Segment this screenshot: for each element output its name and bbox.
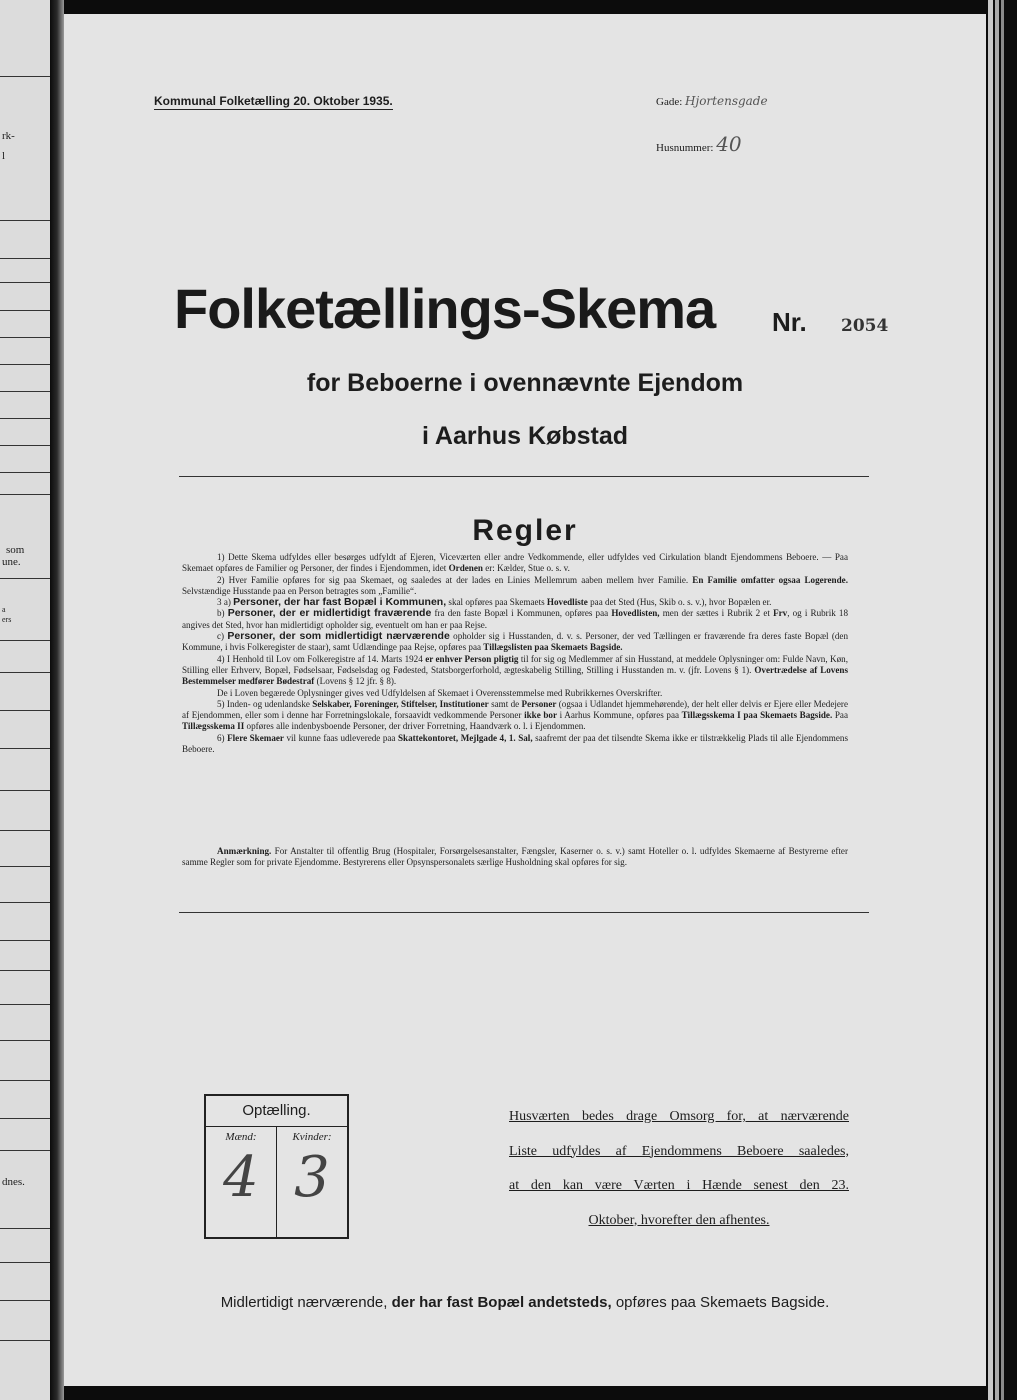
ledger-rule: [0, 970, 50, 971]
ledger-rule: [0, 1004, 50, 1005]
ledger-rule: [0, 472, 50, 473]
ledger-rule: [0, 578, 50, 579]
rule-3c: c) Personer, der som midlertidigt nærværende opholder sig i Husstanden, d. v. s. Personer, der ved Tællingen er fraværende fra deres faste Bopæl (den Kommune, i hvis Folkeregister de staar), samt Udlændinge paa Rejse, opføres paa Tillægslisten paa Skemaets Bagside.: [182, 630, 849, 653]
form-number-label: Nr.: [772, 307, 807, 337]
ledger-rule: [0, 418, 50, 419]
landlord-notice: [509, 1100, 849, 1238]
notice-line: Oktober, hvorefter den afhentes.: [588, 1212, 770, 1228]
notice-line: Liste udfyldes af Ejendommens Beboere saaledes,: [509, 1143, 849, 1159]
margin-fragment: ers: [2, 615, 12, 624]
notice-line: Husværten bedes drage Omsorg for, at nærværende: [509, 1109, 849, 1124]
regler-text: [182, 552, 848, 755]
margin-fragment: dnes.: [2, 1176, 25, 1188]
husnummer-field: [656, 132, 742, 156]
ledger-rule: [0, 672, 50, 673]
ledger-rule: [0, 866, 50, 867]
census-form-page: [64, 14, 986, 1386]
gade-label: Gade:: [656, 96, 683, 108]
rule-4: 4) I Henhold til Lov om Folkeregistre af 14. Marts 1924 er enhver Person pligtig til for sig og Medlemmer af sin Husstand, at meddele Oplysninger om: Fulde Navn, Køn, Stilling eller Erhverv, Bopæl, Fødselsaar, Fødselsdag og Fødested, Statsborgerforhold, ægteskabelig Stilling, Stilling i Husstanden m. v. (jfr. Lovens § 1). Overtrædelse af Lovens Bestemmelser medfører Bødestraf (Lovens § 12 jfr. § 8).: [182, 653, 848, 687]
maend-label: Mænd:: [225, 1131, 257, 1143]
ledger-rule: [0, 940, 50, 941]
margin-fragment: som: [6, 544, 25, 556]
ledger-rule: [0, 902, 50, 903]
ledger-rule: [0, 1262, 50, 1263]
ledger-rule: [0, 1150, 50, 1151]
rule-3a: 3 a) Personer, der har fast Bopæl i Kommunen, skal opføres paa Skemaets Hovedliste paa det Sted (Hus, Skib o. s. v.), hvor Bopælen er.: [217, 596, 772, 609]
optaelling-heading: Optælling.: [206, 1096, 347, 1127]
rule-2: 2) Hver Familie opføres for sig paa Skemaet, og saaledes at der lades en Linies Mellemrum aaben mellem hver Familie. En Familie omfatter ogsaa Logerende. Selvstændige Husstande paa en Person betragtes som „Familie“.: [182, 574, 848, 596]
ledger-rule: [0, 1040, 50, 1041]
husnummer-label: Husnummer:: [656, 142, 714, 154]
ledger-rule: [0, 337, 50, 338]
ledger-rule: [0, 258, 50, 259]
book-gutter: [50, 0, 64, 1400]
ledger-rule: [0, 310, 50, 311]
ledger-rule: [0, 1118, 50, 1119]
page-edge: [1001, 0, 1004, 1400]
ledger-rule: [0, 445, 50, 446]
margin-fragment: a: [2, 605, 6, 614]
regler-heading: Regler: [472, 514, 578, 547]
form-number-value: 2054: [841, 316, 889, 336]
ledger-rule: [0, 1300, 50, 1301]
rule-1: 1) Dette Skema udfyldes eller besørges udfyldt af Ejeren, Viceværten eller andre Vedkommende, eller udfyldes ved Cirkulation blandt Ejendommens Beboere. — Paa Skemaet opføres de Familier og Personer, der findes i Ejendommen, idet Ordenen er: Kælder, Stue o. s. v.: [182, 552, 848, 574]
rule-5: 5) Inden- og udenlandske Selskaber, Foreninger, Stiftelser, Institutioner samt de Personer (ogsaa i Udlandet hjemmehørende), der helt eller delvis er Ejere eller Medejere af Ejendommen, eller som i denne har Forretningslokale, forsaavidt vedkommende Personer ikke bor i Aarhus Kommune, opføres paa Tillægsskema I paa Skemaets Bagside. Paa Tillægsskema II opføres alle indenbysboende Personer, der driver Forretning, Haandværk o. l. i Ejendommen.: [182, 698, 848, 732]
ledger-rule: [0, 364, 50, 365]
anmaerkning-label: Anmærkning.: [217, 846, 272, 856]
kvinder-label: Kvinder:: [292, 1131, 332, 1143]
anmaerkning-text: For Anstalter til offentlig Brug (Hospitaler, Forsørgelsesanstalter, Fængsler, Kaserner o. s. v.) samt Hoteller o. l. udfyldes Skemaerne af Bestyrerne efter samme Regler som for private Ejendomme. Bestyrerens eller Opsynspersonalets særlige Husholdning skal opføres for sig.: [182, 846, 848, 868]
ledger-rule: [0, 220, 50, 221]
ledger-rule: [0, 790, 50, 791]
ledger-rule: [0, 830, 50, 831]
maend-value: 4: [223, 1145, 259, 1210]
kvinder-value: 3: [294, 1145, 330, 1210]
margin-fragment: l: [2, 150, 6, 162]
optaelling-box: [204, 1094, 349, 1239]
ledger-rule: [0, 748, 50, 749]
margin-fragment: rk-: [2, 130, 15, 142]
gade-value: Hjortensgade: [685, 94, 768, 108]
ledger-rule: [0, 1340, 50, 1341]
margin-fragment: une.: [2, 556, 21, 568]
census-header: Kommunal Folketælling 20. Oktober 1935.: [154, 94, 393, 108]
page-edge: [988, 0, 993, 1400]
rule-3b: b) Personer, der er midlertidigt fraværende fra den faste Bopæl i Kommunen, opføres paa Hovedlisten, men der sættes i Rubrik 2 et Frv, og i Rubrik 18 angives det Sted, hvor han midlertidigt opholder sig, eventuelt om han er paa Rejse.: [182, 607, 849, 630]
maend-cell: [206, 1127, 276, 1237]
divider: [179, 912, 869, 913]
gade-field: [656, 94, 768, 108]
kvinder-cell: [276, 1127, 347, 1237]
ledger-rule: [0, 710, 50, 711]
form-subtitle-1: for Beboerne i ovennævnte Ejendom: [306, 369, 744, 397]
ledger-rule: [0, 640, 50, 641]
ledger-rule: [0, 1080, 50, 1081]
page-edge: [995, 0, 999, 1400]
rule-4-cont: De i Loven begærede Oplysninger gives ved Udfyldelsen af Skemaet i Overensstemmelse med Rubrikkernes Overskrifter.: [217, 687, 663, 698]
form-subtitle-2: i Aarhus Købstad: [421, 422, 629, 450]
form-title: Folketællings-Skema: [174, 277, 716, 340]
ledger-rule: [0, 494, 50, 495]
ledger-rule: [0, 1228, 50, 1229]
rule-6: 6) Flere Skemaer vil kunne faas udleverede paa Skattekontoret, Mejlgade 4, 1. Sal, saafremt der paa det tilsendte Skema ikke er tilstrækkelig Plads til alle Ejendommens Beboere.: [182, 732, 848, 755]
divider: [179, 476, 869, 477]
footer-note: Midlertidigt nærværende, der har fast Bopæl andetsteds, opføres paa Skemaets Bagside.: [220, 1294, 830, 1311]
notice-line: at den kan være Værten i Hænde senest den 23.: [509, 1178, 849, 1193]
ledger-rule: [0, 282, 50, 283]
ledger-rule: [0, 391, 50, 392]
ledger-rule: [0, 76, 50, 77]
husnummer-value: 40: [716, 132, 742, 156]
facing-page-strip: [0, 0, 50, 1400]
anmaerkning: [182, 846, 848, 869]
